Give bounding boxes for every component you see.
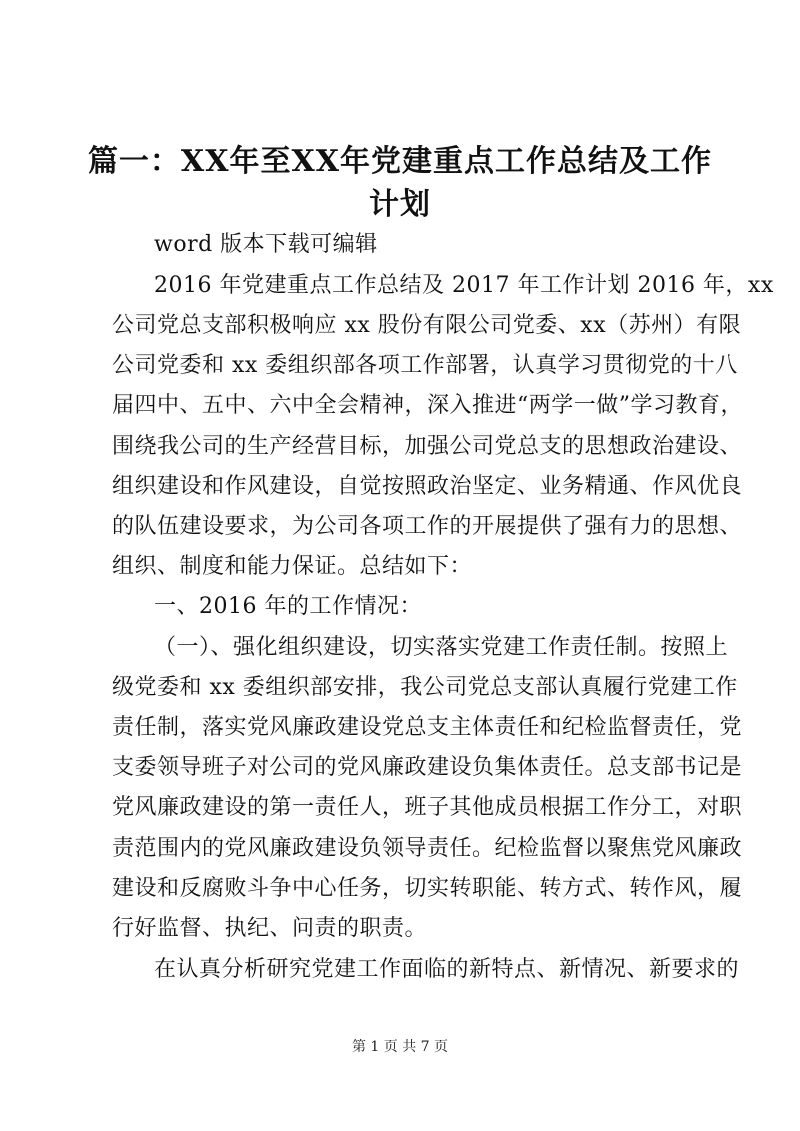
paragraph-line: 建设和反腐败斗争中心任务，切实转职能、转方式、转作风，履: [112, 876, 743, 901]
paragraph-line: 行好监督、执纪、问责的职责。: [112, 916, 428, 941]
paragraph-line: 党风廉政建设的第一责任人，班子其他成员根据工作分工，对职: [112, 795, 743, 820]
paragraph-line: 2016 年党建重点工作总结及 2017 年工作计划 2016 年，xx: [154, 273, 774, 298]
paragraph-line: （一）、强化组织建设，切实落实党建工作责任制。按照上: [154, 635, 729, 660]
paragraph-line: 组织、制度和能力保证。总结如下：: [112, 554, 473, 579]
paragraph-line: 组织建设和作风建设，自觉按照政治坚定、业务精通、作风优良: [112, 474, 743, 499]
paragraph-line: 在认真分析研究党建工作面临的新特点、新情况、新要求的: [154, 957, 740, 982]
paragraph-line: 级党委和 xx 委组织部安排，我公司党总支部认真履行党建工作: [112, 675, 738, 700]
paragraph-line: 责任制，落实党风廉政建设党总支主体责任和纪检监督责任，党: [112, 715, 743, 740]
paragraph-line: 公司党总支部积极响应 xx 股份有限公司党委、xx（苏州）有限: [112, 313, 742, 338]
document-title-line-1: 篇一：XX年至XX年党建重点工作总结及工作: [87, 144, 713, 179]
paragraph-line: 的队伍建设要求，为公司各项工作的开展提供了强有力的思想、: [112, 514, 743, 539]
page-footer: 第 1 页 共 7 页: [351, 1039, 449, 1055]
document-title-line-2: 计划: [369, 187, 431, 222]
paragraph-line: 届四中、五中、六中全会精神，深入推进“两学一做”学习教育，: [112, 393, 743, 418]
paragraph-line: 责范围内的党风廉政建设负领导责任。纪检监督以聚焦党风廉政: [112, 836, 743, 861]
paragraph-line: 支委领导班子对公司的党风廉政建设负集体责任。总支部书记是: [112, 755, 743, 780]
section-heading: 一、2016 年的工作情况：: [154, 594, 422, 619]
paragraph-line: 公司党委和 xx 委组织部各项工作部署，认真学习贯彻党的十八: [112, 353, 738, 378]
paragraph-line: 围绕我公司的生产经营目标，加强公司党总支的思想政治建设、: [112, 434, 743, 459]
download-note: word 版本下载可编辑: [154, 232, 378, 257]
